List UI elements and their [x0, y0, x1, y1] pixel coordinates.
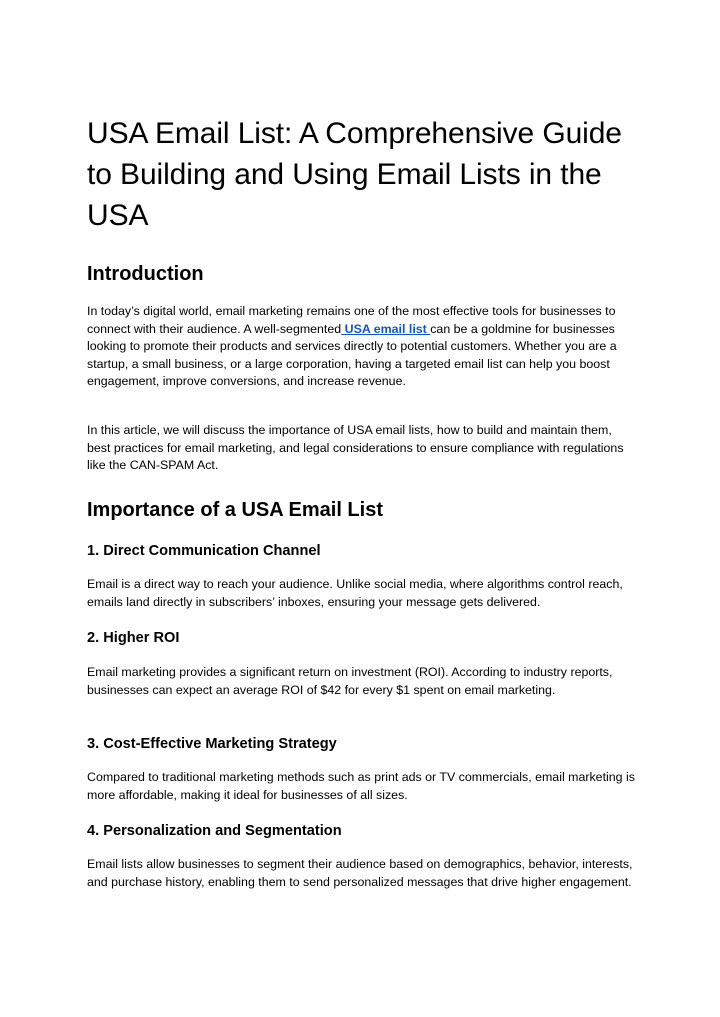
intro-heading: Introduction [87, 263, 204, 285]
document-title: USA Email List: A Comprehensive Guide to Building and Using Email Lists in the USA [87, 117, 622, 232]
section-text-direct-communication: Email is a direct way to reach your audience. Unlike social media, where algorithms control reach, emails land directly in subscribers’ inboxes, ensuring your message gets delivered. [87, 577, 623, 609]
section-text-cost-effective: Compared to traditional marketing methods such as print ads or TV commercials, email marketing is more affordable, making it ideal for businesses of all sizes. [87, 770, 635, 802]
intro-paragraph-2: In this article, we will discuss the importance of USA email lists, how to build and maintain them, best practices for email marketing, and legal considerations to ensure compliance with regulations like the CAN-SPAM Act. [87, 423, 624, 473]
usa-email-list-link[interactable]: USA email list [341, 321, 431, 336]
section-heading-direct-communication: 1. Direct Communication Channel [87, 543, 321, 559]
intro-text-after-link: can be a goldmine for businesses looking to promote their products and services directly to potential customers. Whether you are a startup, a small business, or a large corporation, having a targeted email list can help you boost engagement, improve conversions, and increase revenue. [87, 321, 617, 389]
importance-heading: Importance of a USA Email List [87, 499, 383, 521]
section-text-higher-roi: Email marketing provides a significant return on investment (ROI). According to industry reports, businesses can expect an average ROI of $42 for every $1 spent on email marketing. [87, 665, 613, 697]
section-heading-higher-roi: 2. Higher ROI [87, 630, 180, 646]
section-heading-personalization: 4. Personalization and Segmentation [87, 823, 342, 839]
intro-paragraph-1 [87, 303, 637, 391]
intro-text-before-link: In today’s digital world, email marketing remains one of the most effective tools for businesses to connect with their audience. A well-segmented [87, 304, 616, 336]
section-text-personalization: Email lists allow businesses to segment their audience based on demographics, behavior, interests, and purchase history, enabling them to send personalized messages that drive higher engagement. [87, 857, 633, 889]
section-heading-cost-effective: 3. Cost-Effective Marketing Strategy [87, 736, 337, 752]
